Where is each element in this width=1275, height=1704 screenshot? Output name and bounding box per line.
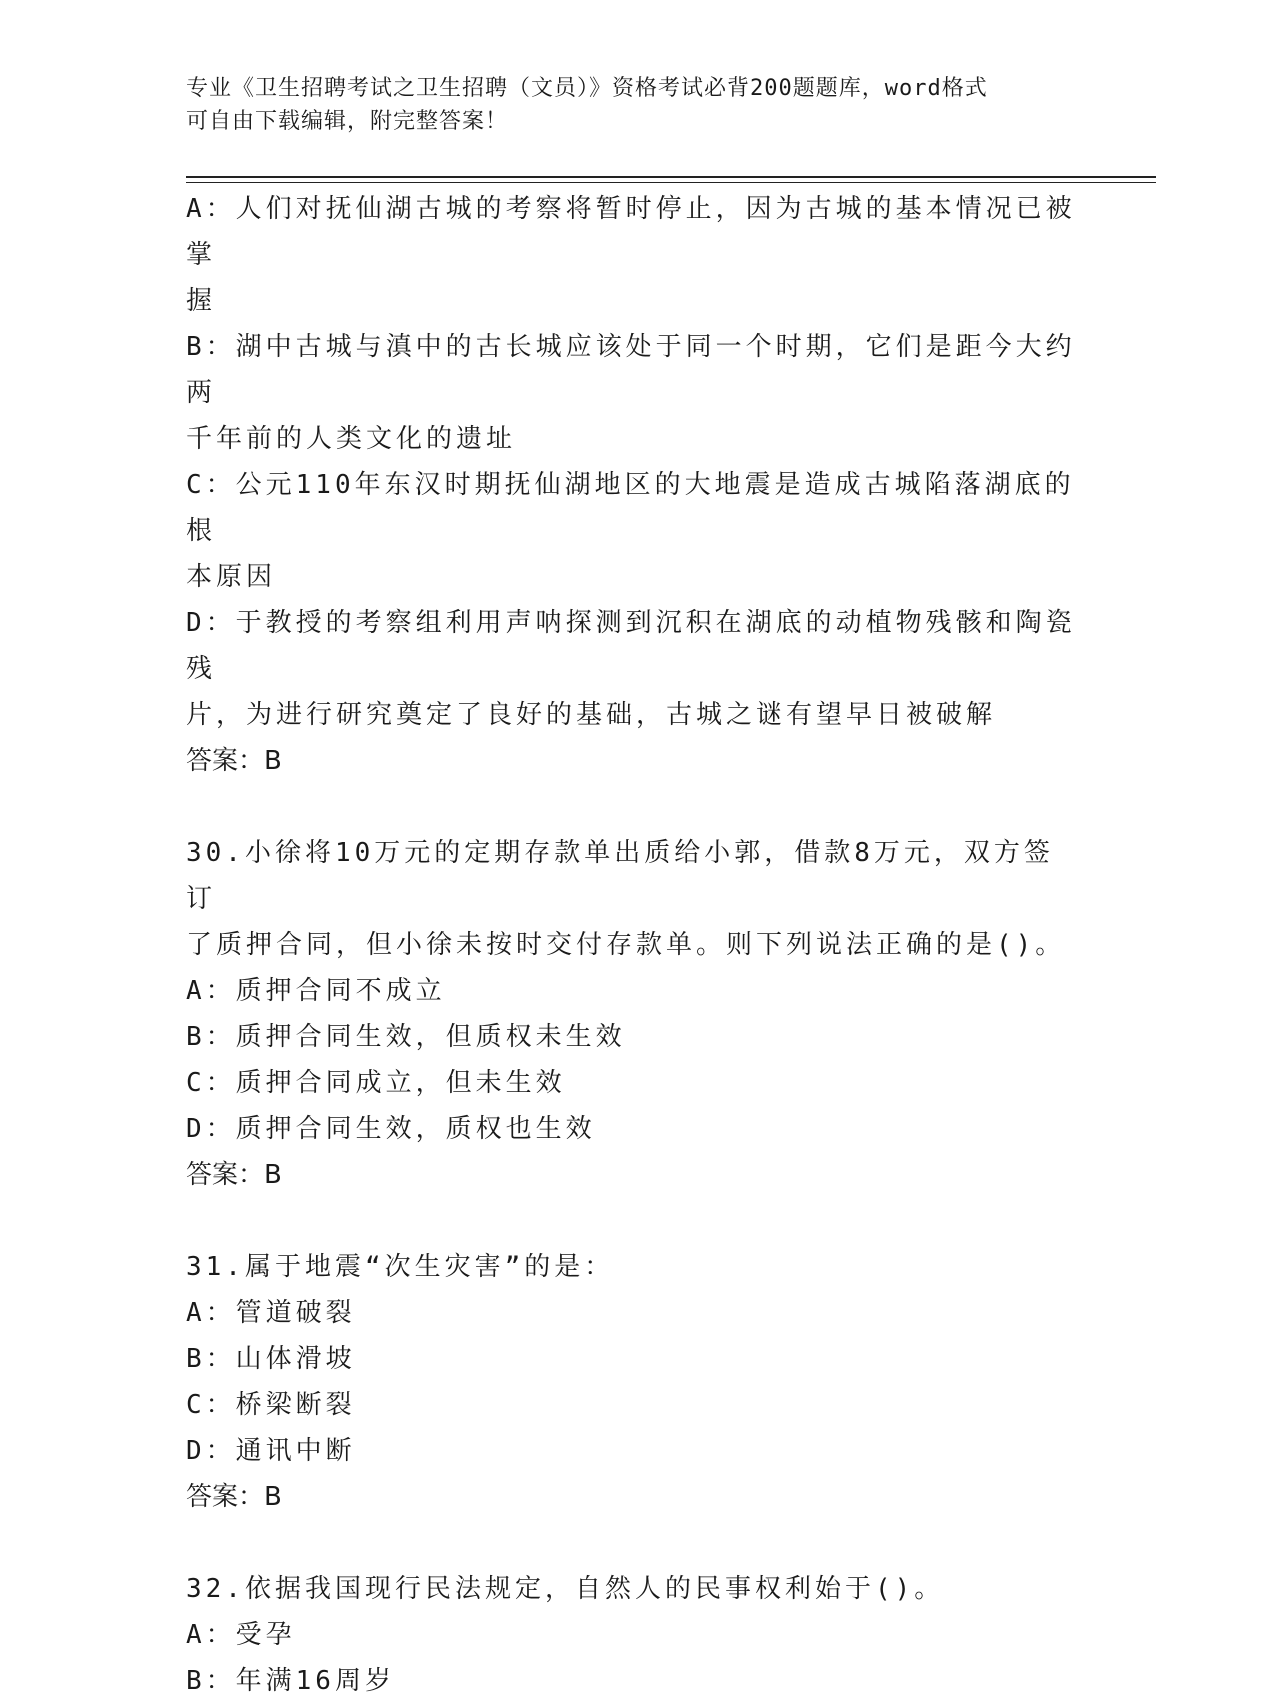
answer-31: 答案：B bbox=[186, 1482, 282, 1512]
header-divider-thick bbox=[186, 176, 1156, 178]
option-a: A：受孕 bbox=[186, 1620, 296, 1650]
question-stem-line-1: 30.小徐将10万元的定期存款单出质给小郭，借款8万元，双方签订 bbox=[186, 838, 1054, 914]
answer-29: 答案：B bbox=[186, 746, 282, 776]
option-b: B：山体滑坡 bbox=[186, 1344, 356, 1374]
option-a-line-2: 握 bbox=[186, 286, 217, 316]
spacer bbox=[186, 784, 1076, 830]
question-stem: 31.属于地震“次生灾害”的是： bbox=[186, 1252, 615, 1282]
question-stem: 32.依据我国现行民法规定，自然人的民事权利始于()。 bbox=[186, 1574, 945, 1604]
question-stem-line-2: 了质押合同，但小徐未按时交付存款单。则下列说法正确的是()。 bbox=[186, 930, 1066, 960]
question-30 bbox=[186, 830, 1076, 1198]
spacer bbox=[186, 1520, 1076, 1566]
option-c: C：桥梁断裂 bbox=[186, 1390, 356, 1420]
option-a: A：质押合同不成立 bbox=[186, 976, 446, 1006]
option-b-line-2: 千年前的人类文化的遗址 bbox=[186, 424, 517, 454]
option-c-line-2: 本原因 bbox=[186, 562, 277, 592]
option-d-line-1: D：于教授的考察组利用声呐探测到沉积在湖底的动植物残骸和陶瓷残 bbox=[186, 608, 1076, 684]
option-d: D：质押合同生效，质权也生效 bbox=[186, 1114, 596, 1144]
spacer bbox=[186, 1198, 1076, 1244]
option-c-line-1: C：公元110年东汉时期抚仙湖地区的大地震是造成古城陷落湖底的根 bbox=[186, 470, 1075, 546]
option-a: A：管道破裂 bbox=[186, 1298, 356, 1328]
option-d-line-2: 片，为进行研究奠定了良好的基础，古城之谜有望早日被破解 bbox=[186, 700, 997, 730]
header-line-1: 专业《卫生招聘考试之卫生招聘（文员）》资格考试必背200题题库，word格式 bbox=[186, 76, 988, 101]
question-29-options bbox=[186, 186, 1076, 784]
answer-30: 答案：B bbox=[186, 1160, 282, 1190]
option-b-line-1: B：湖中古城与滇中的古长城应该处于同一个时期，它们是距今大约两 bbox=[186, 332, 1076, 408]
question-31 bbox=[186, 1244, 1076, 1520]
option-b: B：年满16周岁 bbox=[186, 1666, 395, 1696]
header-line-2: 可自由下载编辑，附完整答案！ bbox=[186, 109, 509, 134]
option-a-line-1: A：人们对抚仙湖古城的考察将暂时停止，因为古城的基本情况已被掌 bbox=[186, 194, 1076, 270]
header-divider-thin bbox=[186, 182, 1156, 183]
question-32 bbox=[186, 1566, 1076, 1704]
option-b: B：质押合同生效，但质权未生效 bbox=[186, 1022, 626, 1052]
document-header bbox=[186, 72, 1086, 138]
document-body bbox=[186, 186, 1076, 1704]
option-c: C：质押合同成立，但未生效 bbox=[186, 1068, 566, 1098]
option-d: D：通讯中断 bbox=[186, 1436, 356, 1466]
